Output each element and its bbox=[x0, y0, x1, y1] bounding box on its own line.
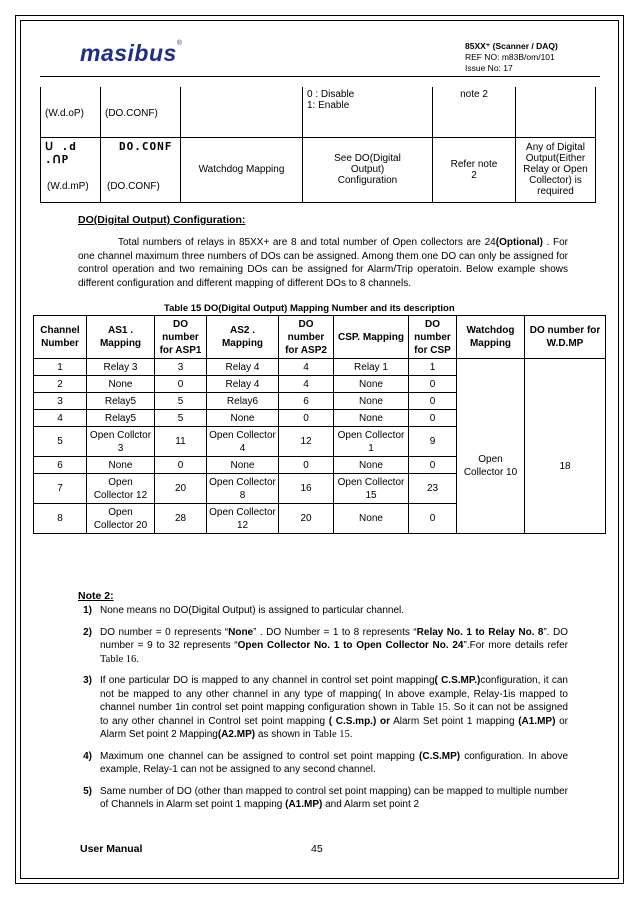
notes-list bbox=[78, 604, 568, 820]
table-row: 7 Open Collector 12 20 Open Collector 8 16 Open Collector 15 23 bbox=[34, 474, 606, 504]
col-header: DO number for CSP bbox=[409, 316, 457, 359]
col-header: Channel Number bbox=[34, 316, 87, 359]
param-remark-cell bbox=[516, 87, 596, 137]
header-rule bbox=[40, 76, 600, 77]
table-row: 8 Open Collector 20 28 Open Collector 12 20 None 0 bbox=[34, 504, 606, 534]
col-header: CSP. Mapping bbox=[334, 316, 409, 359]
footer-label: User Manual bbox=[80, 843, 143, 855]
param-name-cell bbox=[181, 87, 303, 137]
watchdog-cell: Open Collector 10 bbox=[457, 359, 525, 534]
table-row: 3 Relay5 5 Relay6 6 None 0 bbox=[34, 393, 606, 410]
mapping-table bbox=[33, 315, 606, 534]
param-conf-cell: DO.CONF (DO.CONF) bbox=[101, 137, 181, 202]
param-default-cell: note 2 bbox=[433, 87, 516, 137]
col-header: AS1 . Mapping bbox=[87, 316, 155, 359]
note-item: 3) If one particular DO is mapped to any channel in control set point mapping( C.S.MP.)configuration, it can not be mapped to any other channel in any type of mapping( In above example, Relay-1is mapped to channel number 1in control set point mapping configuration shown in Table 15. So it can not be assigned to any other channel in Control set point mapping ( C.S.mp.) or Alarm Set point 1 mapping (A1.MP) or Alarm Set point 2 Mapping(A2.MP) as shown in Table 15. bbox=[83, 675, 568, 740]
note-item: 1) None means no DO(Digital Output) is assigned to particular channel. bbox=[83, 605, 405, 616]
table-row: 1 Relay 3 3 Relay 4 4 Relay 1 1 Open Collector 10 18 bbox=[34, 359, 606, 376]
col-header: Watchdog Mapping bbox=[457, 316, 525, 359]
param-name-cell: Watchdog Mapping bbox=[181, 137, 303, 202]
section-title: DO(Digital Output) Configuration: bbox=[78, 214, 246, 226]
col-header: AS2 . Mapping bbox=[207, 316, 279, 359]
seven-seg-conf: DO.CONF bbox=[119, 139, 173, 153]
watchdog-do-cell: 18 bbox=[525, 359, 606, 534]
table-row: 4 Relay5 5 None 0 None 0 bbox=[34, 410, 606, 427]
param-options-cell bbox=[303, 87, 433, 137]
brand-logo: masibus® bbox=[80, 40, 183, 66]
param-code-cell: ᑌ .d .ᑎP (W.d.mP) bbox=[41, 137, 101, 202]
header-info bbox=[465, 41, 558, 74]
col-header: DO number for ASP2 bbox=[279, 316, 334, 359]
page-number: 45 bbox=[311, 843, 323, 855]
parameter-table-fragment bbox=[40, 87, 596, 203]
table-caption: Table 15 DO(Digital Output) Mapping Number and its description bbox=[164, 303, 455, 314]
table-row: 6 None 0 None 0 None 0 bbox=[34, 457, 606, 474]
table-header-row bbox=[34, 316, 606, 359]
param-remark-cell: Any of Digital Output(Either Relay or Open Collector) is required bbox=[516, 137, 596, 202]
section-paragraph: Total numbers of relays in 85XX+ are 8 and total number of Open collectors are 24(Optional) . For one channel maximum three numbers of DOs can be assigned. Among them one DO can only be assigned for control operation and two remaining DOs can be assigned for Alarm/Trip operatoin. Below example shows different configuration and different mapping of different DOs to 8 channels. bbox=[78, 237, 569, 289]
note-item: 5) Same number of DO (other than mapped to control set point mapping) can be mapped to multiple number of Channels in Alarm set point 1 mapping (A1.MP) and Alarm set point 2 bbox=[83, 785, 568, 810]
header-issue: Issue No: 17 bbox=[465, 63, 513, 73]
table-row: 5 Open Collctor 3 11 Open Collector 4 12 Open Collector 1 9 bbox=[34, 427, 606, 457]
col-header: DO number for W.D.MP bbox=[525, 316, 606, 359]
param-conf-cell: (DO.CONF) bbox=[101, 87, 181, 137]
param-default-cell: Refer note 2 bbox=[433, 137, 516, 202]
notes-title: Note 2: bbox=[78, 590, 114, 602]
option-disable: 0 : Disable bbox=[307, 89, 355, 100]
option-enable: 1: Enable bbox=[307, 100, 350, 111]
note-item: 2) DO number = 0 represents “None” . DO Number = 1 to 8 represents “Relay No. 1 to Relay No. 8”. DO number = 9 to 32 represents “Open Collector No. 1 to Open Collector No. 24”.For more details refer Table 16. bbox=[83, 626, 569, 665]
col-header: DO number for ASP1 bbox=[155, 316, 207, 359]
param-options-cell: See DO(Digital Output) Configuration bbox=[303, 137, 433, 202]
header-model: 85XX⁺ (Scanner / DAQ) bbox=[465, 41, 558, 51]
seven-seg-code: ᑌ .d .ᑎP bbox=[45, 139, 77, 166]
table-row: 2 None 0 Relay 4 4 None 0 bbox=[34, 376, 606, 393]
param-code-cell: (W.d.oP) bbox=[41, 87, 101, 137]
header-ref: REF NO: m83B/om/101 bbox=[465, 52, 555, 62]
note-item: 4) Maximum one channel can be assigned to control set point mapping (C.S.MP) configuration. In above example, Relay-1 can not be assigned to any second channel. bbox=[83, 750, 569, 775]
